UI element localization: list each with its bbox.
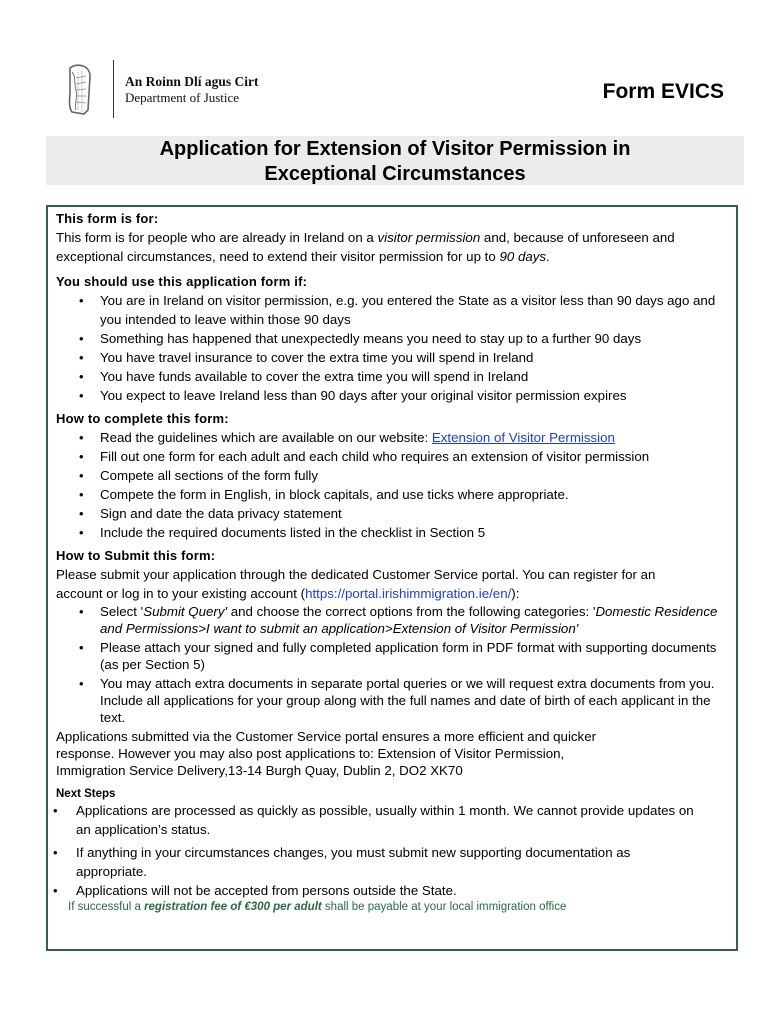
complete-heading: How to complete this form:	[56, 411, 229, 426]
submit-after: Applications submitted via the Customer Service portal ensures a more efficient and quicker response. However you may also post applications to: Extension of Visitor Permission, Immigration Service Delivery,13-14 Burgh Quay, Dublin 2, DO2 XK70	[56, 729, 597, 778]
list-item: • You have travel insurance to cover the extra time you will spend in Ireland	[56, 348, 731, 367]
intro-text-c: .	[546, 249, 550, 264]
complete-list	[56, 428, 731, 542]
s1-b: and choose the correct options from the following categories: '	[227, 604, 596, 619]
list-item: • Compete the form in English, in block capitals, and use ticks where appropriate.	[56, 485, 731, 504]
fee-a: If successful a	[68, 901, 145, 913]
intro-text	[56, 228, 731, 266]
list-item: • Please attach your signed and fully completed application form in PDF format with supporting documents (as per Section 5)	[56, 639, 731, 673]
list-item: • Compete all sections of the form fully	[56, 466, 731, 485]
info-content	[56, 209, 731, 914]
intro-text-b: and, because of unforeseen and exceptional circumstances, need to extend their visitor permission for up to	[56, 230, 675, 264]
s1-em2: Domestic Residence and Permissions>I want to submit an application>Extension of Visitor Permission'	[100, 604, 718, 636]
intro-heading: This form is for:	[56, 211, 159, 226]
guidelines-link[interactable]: Extension of Visitor Permission	[431, 430, 615, 445]
dept-irish: An Roinn Dlí agus Cirt	[125, 74, 259, 89]
info-box	[46, 205, 738, 951]
form-id: Form EVICS	[602, 80, 724, 103]
logo-divider	[113, 60, 114, 118]
list-item: • If anything in your circumstances changes, you must submit new supporting documentation as appropriate.	[56, 843, 676, 881]
fee-c: shall be payable at your local immigration office	[321, 901, 567, 913]
list-item: • Something has happened that unexpectedly means you need to stay up to a further 90 days	[56, 329, 731, 348]
next-steps-heading: Next Steps	[56, 788, 116, 800]
submit-text-a: Please submit your application through the dedicated Customer Service portal. You can register for an account or log in to your existing account (	[56, 567, 656, 601]
fee-b: registration fee of €300 per adult	[144, 901, 322, 913]
title-bar	[46, 136, 744, 185]
s1-a: Select '	[100, 604, 144, 619]
title-line-1: Application for Extension of Visitor Permission in	[159, 138, 631, 160]
list-item: • Sign and date the data privacy statement	[56, 504, 731, 523]
list-item: • Fill out one form for each adult and each child who requires an extension of visitor permission	[56, 447, 731, 466]
registration-fee-note	[68, 900, 731, 914]
list-item	[56, 428, 731, 447]
portal-link[interactable]: https://portal.irishimmigration.ie/en/	[305, 586, 512, 601]
s1-em: Submit Query'	[143, 604, 228, 619]
use-heading: You should use this application form if:	[56, 274, 308, 289]
guidelines-text: Read the guidelines which are available on our website:	[100, 430, 432, 445]
title-line-2: Exceptional Circumstances	[264, 163, 526, 185]
list-item: • You are in Ireland on visitor permission, e.g. you entered the State as a visitor less than 90 days ago and you intended to leave within those 90 days	[56, 291, 731, 329]
list-item	[56, 603, 731, 637]
list-item: • You expect to leave Ireland less than 90 days after your original visitor permission expires	[56, 386, 731, 405]
department-name	[125, 74, 259, 106]
list-item: • Applications will not be accepted from persons outside the State.	[56, 881, 731, 900]
list-item: • You have funds available to cover the extra time you will spend in Ireland	[56, 367, 731, 386]
submit-text	[56, 565, 656, 603]
submit-heading: How to Submit this form:	[56, 548, 216, 563]
intro-text-em2: 90 days	[499, 249, 547, 264]
use-list	[56, 291, 731, 405]
intro-text-a: This form is for people who are already in Ireland on a	[56, 230, 378, 245]
list-item: • Applications are processed as quickly as possible, usually within 1 month. We cannot provide updates on an application’s status.	[56, 801, 696, 839]
submit-list	[56, 603, 731, 726]
submit-text-b: ):	[511, 586, 520, 601]
list-item: • Include the required documents listed in the checklist in Section 5	[56, 523, 731, 542]
list-item: • You may attach extra documents in separate portal queries or we will request extra documents from you. Include all applications for your group along with the full names and date of birth of each applicant in the text.	[56, 675, 731, 726]
harp-logo-icon	[64, 62, 94, 118]
dept-english: Department of Justice	[125, 90, 240, 105]
next-steps-list	[56, 801, 731, 900]
intro-text-em: visitor permission	[377, 230, 481, 245]
